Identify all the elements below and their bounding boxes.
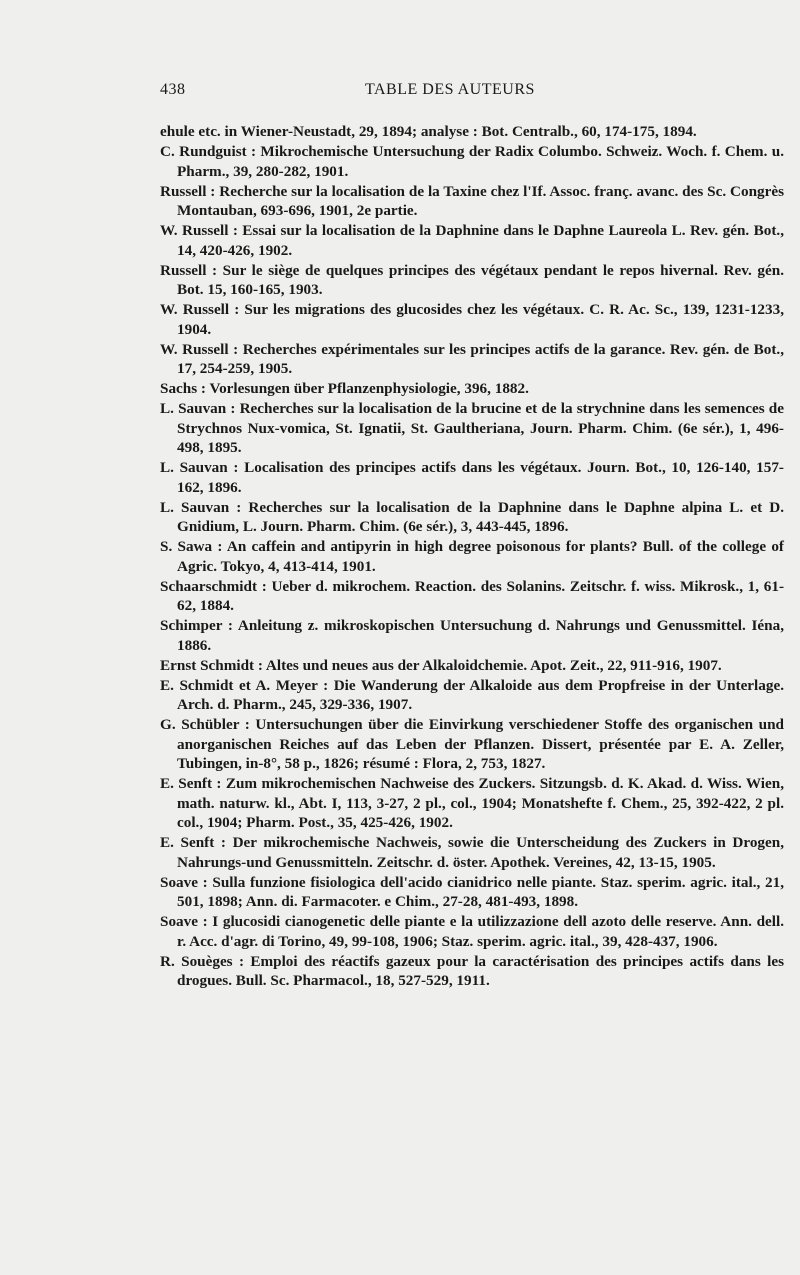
bibliography-entry: W. Russell : Essai sur la localisation de la Daphnine dans le Daphne Laureola L. Rev. gén. Bot., 14, 420-426, 1902.	[160, 222, 784, 259]
page-number: 438	[160, 81, 186, 98]
bibliography-entry: L. Sauvan : Localisation des principes actifs dans les végétaux. Journ. Bot., 10, 126-140, 157-162, 1896.	[160, 459, 784, 496]
bibliography-entry: Russell : Recherche sur la localisation de la Taxine chez l'If. Assoc. franç. avanc. des Sc. Congrès Montauban, 693-696, 1901, 2e partie.	[160, 182, 784, 219]
bibliography-entry: G. Schübler : Untersuchungen über die Einvirkung verschiedener Stoffe des organischen und anorganischen Reiches auf das Leben der Pflanzen. Dissert, présentée par E. A. Zeller, Tubingen, in-8°, 58 p., 1826; résumé : Flora, 2, 753, 1827.	[160, 716, 784, 772]
bibliography-entry: W. Russell : Sur les migrations des glucosides chez les végétaux. C. R. Ac. Sc., 139, 1231-1233, 1904.	[160, 301, 784, 338]
bibliography-entry: C. Rundguist : Mikrochemische Untersuchung der Radix Columbo. Schweiz. Woch. f. Chem. u. Pharm., 39, 280-282, 1901.	[160, 143, 784, 180]
bibliography-entry: R. Souèges : Emploi des réactifs gazeux pour la caractérisation des principes actifs dans les drogues. Bull. Sc. Pharmacol., 18, 527-529, 1911.	[160, 952, 784, 989]
bibliography-list	[160, 122, 784, 991]
bibliography-entry: Schaarschmidt : Ueber d. mikrochem. Reaction. des Solanins. Zeitschr. f. wiss. Mikrosk., 1, 61-62, 1884.	[160, 577, 784, 614]
bibliography-entry: Schimper : Anleitung z. mikroskopischen Untersuchung d. Nahrungs und Genussmittel. Iéna, 1886.	[160, 617, 784, 654]
bibliography-entry: E. Senft : Zum mikrochemischen Nachweise des Zuckers. Sitzungsb. d. K. Akad. d. Wiss. Wien, math. naturw. kl., Abt. I, 113, 3-27, 2 pl., col., 1904; Monatshefte f. Chem., 25, 392-422, 2 pl. col., 1904; Pharm. Post., 35, 425-426, 1902.	[160, 775, 784, 831]
bibliography-entry: Sachs : Vorlesungen über Pflanzenphysiologie, 396, 1882.	[160, 380, 529, 397]
bibliography-entry: Soave : Sulla funzione fisiologica dell'acido cianidrico nelle piante. Staz. sperim. agric. ital., 21, 501, 1898; Ann. di. Farmacoter. e Chim., 27-28, 481-493, 1898.	[160, 873, 784, 910]
bibliography-entry: S. Sawa : An caffein and antipyrin in high degree poisonous for plants? Bull. of the college of Agric. Tokyo, 4, 413-414, 1901.	[160, 538, 784, 575]
bibliography-entry: E. Senft : Der mikrochemische Nachweis, sowie die Unterscheidung des Zuckers in Drogen, Nahrungs-und Genussmitteln. Zeitschr. d. öster. Apothek. Vereines, 42, 13-15, 1905.	[160, 834, 784, 871]
bibliography-entry: L. Sauvan : Recherches sur la localisation de la brucine et de la strychnine dans les semences de Strychnos Nux-vomica, St. Ignatii, St. Gaultheriana, Journ. Pharm. Chim. (6e sér.), 1, 496-498, 1895.	[160, 400, 784, 456]
bibliography-entry: Russell : Sur le siège de quelques principes des végétaux pendant le repos hivernal. Rev. gén. Bot. 15, 160-165, 1903.	[160, 261, 784, 298]
bibliography-entry: L. Sauvan : Recherches sur la localisation de la Daphnine dans le Daphne alpina L. et D. Gnidium, L. Journ. Pharm. Chim. (6e sér.), 3, 443-445, 1896.	[160, 498, 784, 535]
bibliography-entry: Soave : I glucosidi cianogenetic delle piante e la utilizzazione dell azoto delle reserve. Ann. dell. r. Acc. d'agr. di Torino, 49, 99-108, 1906; Staz. sperim. agric. ital., 39, 428-437, 1906.	[160, 913, 784, 950]
bibliography-entry: ehule etc. in Wiener-Neustadt, 29, 1894; analyse : Bot. Centralb., 60, 174-175, 1894.	[160, 123, 697, 140]
bibliography-entry: W. Russell : Recherches expérimentales sur les principes actifs de la garance. Rev. gén. de Bot., 17, 254-259, 1905.	[160, 340, 784, 377]
running-title: TABLE DES AUTEURS	[365, 81, 535, 98]
bibliography-entry: E. Schmidt et A. Meyer : Die Wanderung der Alkaloide aus dem Propfreise in der Unterlage. Arch. d. Pharm., 245, 329-336, 1907.	[160, 676, 784, 713]
bibliography-entry: Ernst Schmidt : Altes und neues aus der Alkaloidchemie. Apot. Zeit., 22, 911-916, 1907.	[160, 656, 722, 674]
